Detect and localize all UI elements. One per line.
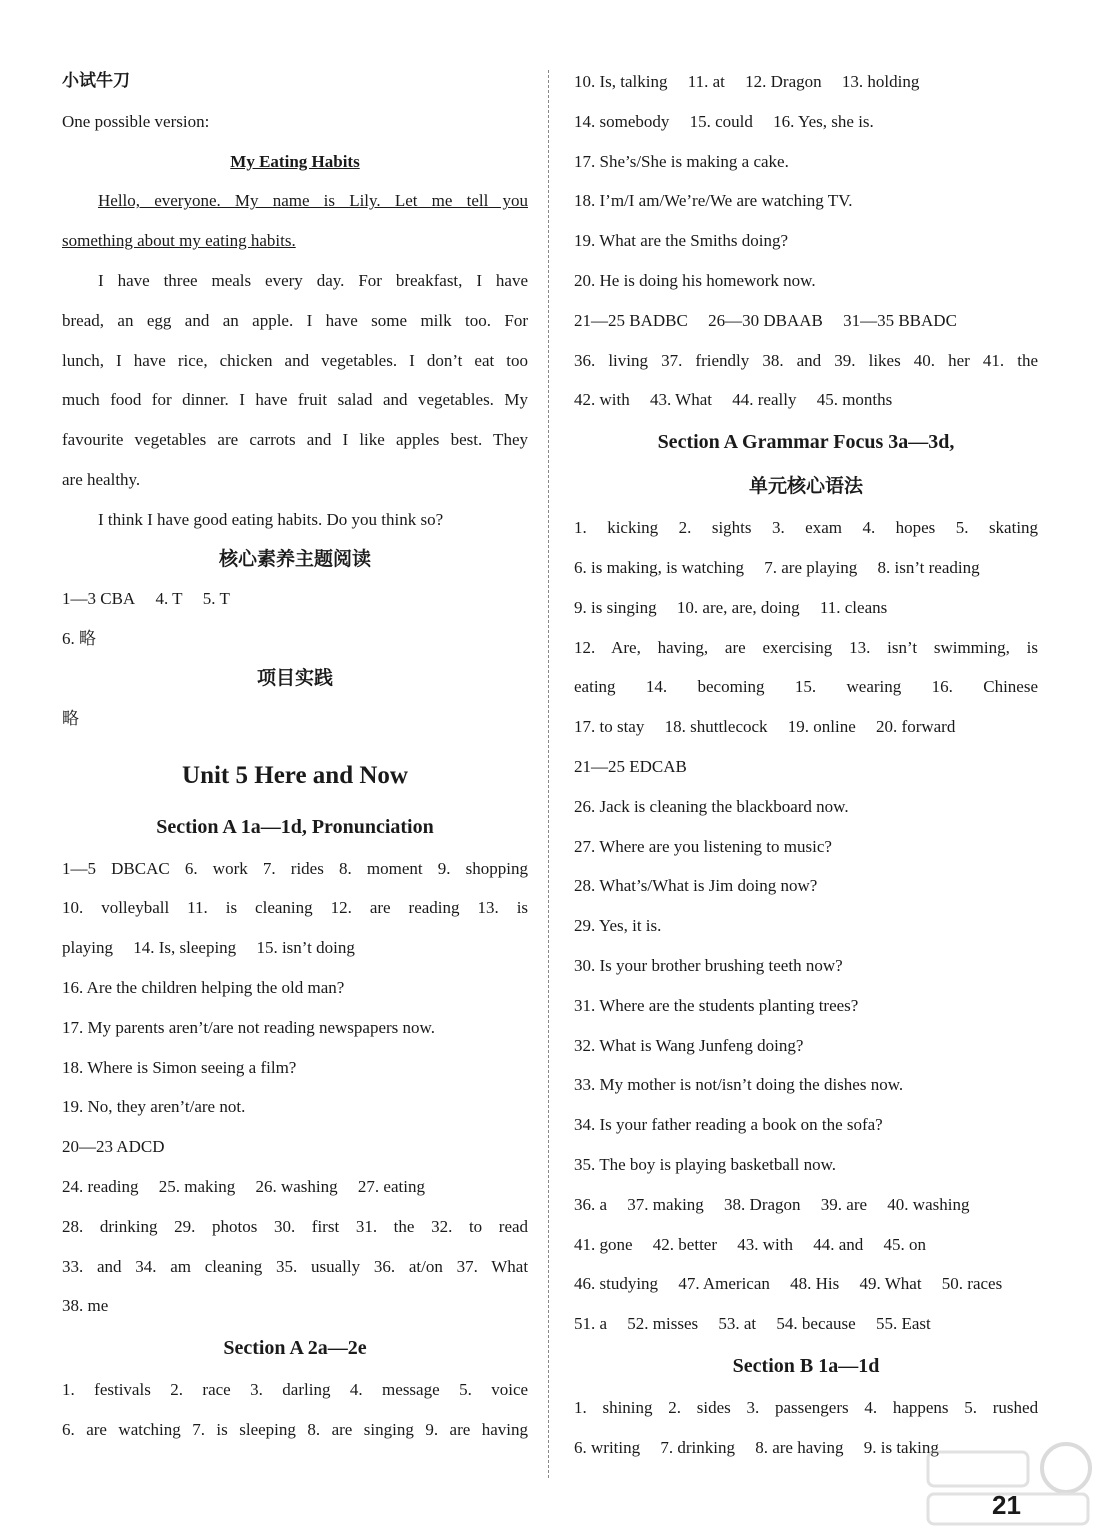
- essay-line: I have three meals every day. For breakfast, I have: [98, 270, 528, 290]
- answer: 1—5 DBCAC: [62, 858, 170, 878]
- answer: 9. are having: [425, 1419, 528, 1439]
- answer: 39. likes: [834, 350, 901, 370]
- answer: 4. happens: [864, 1397, 949, 1417]
- answer-line: 32. What is Wang Junfeng doing?: [574, 1035, 804, 1055]
- page-number: 21: [992, 1490, 1021, 1520]
- answer: 46. studying: [574, 1274, 659, 1294]
- answer: 2. sights: [678, 518, 752, 538]
- answer: 8. moment: [339, 858, 423, 878]
- answer-line: 38. me: [62, 1296, 109, 1316]
- answer-line: 18. I’m/I am/We’re/We are watching TV.: [574, 191, 853, 211]
- answer-line: [574, 1304, 1038, 1344]
- answer: 29. photos: [174, 1216, 258, 1236]
- answer: 5. voice: [459, 1380, 528, 1400]
- answer: 39. are: [820, 1194, 868, 1214]
- version-label: One possible version:: [62, 111, 210, 131]
- answer-line: 28. What’s/What is Jim doing now?: [574, 876, 818, 896]
- answer: 25. making: [158, 1176, 236, 1196]
- answer-line: 33. My mother is not/isn’t doing the dishes now.: [574, 1075, 904, 1095]
- answer: 10. are, are, doing: [676, 597, 800, 617]
- answer: 12. are reading: [330, 898, 460, 918]
- answer-line: [574, 1225, 1038, 1265]
- answer-line: [574, 62, 1038, 102]
- answer: 43. What: [649, 390, 712, 410]
- answer: 4. hopes: [862, 518, 936, 538]
- answer-line: [574, 301, 1038, 341]
- answer: 42. with: [574, 390, 630, 410]
- project-heading: 项目实践: [256, 666, 333, 689]
- answer: 6. work: [184, 858, 248, 878]
- left-column: [62, 62, 528, 1450]
- answer: 27. eating: [357, 1176, 425, 1196]
- answer: 26. washing: [255, 1176, 338, 1196]
- answer: 42. better: [652, 1234, 717, 1254]
- answer: 21—25 BADBC: [574, 310, 688, 330]
- essay-line: something about my eating habits.: [62, 231, 296, 251]
- answer: 37. making: [627, 1194, 704, 1214]
- answer: 38. Dragon: [724, 1194, 801, 1214]
- essay-line: favourite vegetables are carrots and I like apples best. They: [62, 430, 528, 450]
- answer: 11. at: [687, 72, 725, 91]
- answer: 7. rides: [262, 858, 324, 878]
- answer-line: [574, 508, 1038, 548]
- answer: 28. drinking: [62, 1216, 158, 1236]
- answer: 47. American: [678, 1274, 770, 1294]
- answer: 6. is making, is watching: [574, 557, 744, 577]
- answer: 15. could: [689, 111, 753, 131]
- answer: 14. somebody: [574, 111, 670, 131]
- answer-line: [574, 341, 1038, 381]
- answer: 2. sides: [668, 1397, 731, 1417]
- essay-line: I think I have good eating habits. Do you think so?: [98, 509, 444, 529]
- answer: 5. rushed: [964, 1397, 1038, 1417]
- answer: 6. writing: [574, 1437, 641, 1457]
- answer-line: 29. Yes, it is.: [574, 916, 662, 936]
- answer: 18. shuttlecock: [664, 717, 768, 737]
- answer: 7. drinking: [660, 1437, 735, 1457]
- answer: 33. and: [62, 1256, 122, 1276]
- answer: 8. are singing: [307, 1419, 414, 1439]
- answer: playing: [62, 938, 113, 958]
- right-column: [574, 62, 1038, 1468]
- answer: 3. passengers: [746, 1397, 849, 1417]
- answer: 16. Chinese: [931, 677, 1038, 697]
- answer-line: 19. What are the Smiths doing?: [574, 231, 789, 251]
- answer: 32. to read: [431, 1216, 528, 1236]
- answer: 1—3 CBA: [62, 589, 136, 609]
- column-divider: [548, 70, 549, 1478]
- answer: 41. the: [982, 350, 1038, 370]
- answer-line: 略: [62, 708, 79, 728]
- answer: 9. shopping: [437, 858, 528, 878]
- answer: 1. shining: [574, 1397, 653, 1417]
- answer: 5. skating: [955, 518, 1038, 538]
- answer: 14. Is, sleeping: [133, 938, 237, 958]
- answer: 36. at/on: [373, 1256, 443, 1276]
- essay-line: Hello, everyone. My name is Lily. Let me tell you: [98, 191, 528, 211]
- answer: 7. is sleeping: [192, 1419, 296, 1439]
- answer: 43. with: [737, 1234, 793, 1254]
- answer: 37. What: [456, 1256, 528, 1276]
- answer-line: [62, 928, 528, 968]
- practice-heading: 小试牛刀: [62, 71, 130, 91]
- answer-line: [62, 1247, 528, 1287]
- answer: 13. is: [477, 898, 528, 918]
- answer-line: 16. Are the children helping the old man?: [62, 977, 345, 997]
- section-heading: Section B 1a—1d: [732, 1354, 880, 1377]
- answer: 4. T: [155, 589, 183, 609]
- answer: 30. first: [273, 1216, 340, 1236]
- answer-line: 17. My parents aren’t/are not reading newspapers now.: [62, 1017, 435, 1037]
- answer-line: 26. Jack is cleaning the blackboard now.: [574, 796, 849, 816]
- answer: 7. are playing: [764, 557, 858, 577]
- answer: 4. message: [349, 1380, 440, 1400]
- answer: 45. months: [816, 390, 893, 410]
- answer: 36. living: [574, 350, 648, 370]
- answer: 40. washing: [887, 1194, 970, 1214]
- answer: 12. Dragon: [745, 72, 822, 91]
- answer-line: [62, 579, 528, 619]
- answer-line: 21—25 EDCAB: [574, 756, 687, 776]
- answer-line: [62, 1207, 528, 1247]
- answer: 38. and: [762, 350, 822, 370]
- section-subheading: 单元核心语法: [748, 475, 863, 498]
- answer: 44. really: [732, 390, 797, 410]
- answer: 5. T: [202, 589, 230, 609]
- answer: 37. friendly: [661, 350, 750, 370]
- answer: 41. gone: [574, 1234, 633, 1254]
- answer: 44. and: [813, 1234, 864, 1254]
- answer: 36. a: [574, 1194, 608, 1214]
- answer-line: 20—23 ADCD: [62, 1137, 165, 1157]
- answer-line: [62, 849, 528, 889]
- watermark-logo: [918, 1434, 1098, 1530]
- answer: 15. wearing: [794, 677, 902, 697]
- answer-line: 31. Where are the students planting trees?: [574, 995, 859, 1015]
- answer: 34. am cleaning: [135, 1256, 263, 1276]
- answer: 19. online: [787, 717, 856, 737]
- answer-line: 27. Where are you listening to music?: [574, 836, 832, 856]
- answer: 35. usually: [276, 1256, 361, 1276]
- answer-line: [62, 1167, 528, 1207]
- answer: 3. exam: [771, 518, 842, 538]
- section-heading: Section A Grammar Focus 3a—3d,: [657, 431, 955, 454]
- answer: eating: [574, 677, 616, 697]
- answer-line: [62, 1410, 528, 1450]
- answer: 24. reading: [62, 1176, 139, 1196]
- answer-line: 18. Where is Simon seeing a film?: [62, 1057, 297, 1077]
- answer-line: [574, 707, 1038, 747]
- answer: 26—30 DBAAB: [708, 310, 823, 330]
- answer: 11. is cleaning: [187, 898, 313, 918]
- answer-line: 20. He is doing his homework now.: [574, 270, 816, 290]
- answer: 10. volleyball: [62, 898, 170, 918]
- answer: 14. becoming: [645, 677, 765, 697]
- answer-line: 30. Is your brother brushing teeth now?: [574, 955, 843, 975]
- answer-line: [574, 1264, 1038, 1304]
- answer: 10. Is, talking: [574, 72, 668, 91]
- answer-line: [574, 667, 1038, 707]
- answer: 53. at: [718, 1314, 757, 1334]
- answer-line: [574, 628, 1038, 668]
- answer-line: 34. Is your father reading a book on the sofa?: [574, 1115, 883, 1135]
- essay-line: much food for dinner. I have fruit salad and vegetables. My: [62, 390, 528, 410]
- answer: 40. her: [913, 350, 970, 370]
- answer: 2. race: [170, 1380, 231, 1400]
- answer: 50. races: [941, 1274, 1003, 1294]
- answer: 52. misses: [627, 1314, 699, 1334]
- answer-line: [574, 102, 1038, 142]
- answer: 8. are having: [755, 1437, 844, 1457]
- answer-line: [574, 1388, 1038, 1428]
- answer-line: [574, 588, 1038, 628]
- answer: 13. isn’t swimming, is: [849, 637, 1038, 657]
- core-reading-heading: 核心素养主题阅读: [218, 547, 371, 570]
- essay-title: My Eating Habits: [230, 151, 360, 171]
- answer: 20. forward: [876, 717, 956, 737]
- answer: 31—35 BBADC: [843, 310, 957, 330]
- answer: 1. festivals: [62, 1380, 151, 1400]
- answer: 9. is singing: [574, 597, 657, 617]
- answer-line: 6. 略: [62, 629, 96, 649]
- section-heading: Section A 1a—1d, Pronunciation: [156, 815, 434, 838]
- answer: 13. holding: [841, 72, 920, 91]
- answer: 8. isn’t reading: [877, 557, 980, 577]
- answer: 1. kicking: [574, 518, 659, 538]
- answer-line: [62, 888, 528, 928]
- answer: 3. darling: [250, 1380, 331, 1400]
- answer: 16. Yes, she is.: [773, 111, 874, 131]
- section-heading: Section A 2a—2e: [223, 1337, 367, 1360]
- answer: 15. isn’t doing: [256, 938, 355, 958]
- unit-title: Unit 5 Here and Now: [182, 761, 408, 789]
- answer-line: [574, 380, 1038, 420]
- answer: 17. to stay: [574, 717, 645, 737]
- answer: 9. is taking: [863, 1437, 939, 1457]
- answer-line: 35. The boy is playing basketball now.: [574, 1154, 837, 1174]
- answer: 54. because: [776, 1314, 856, 1334]
- essay-line: bread, an egg and an apple. I have some milk too. For: [62, 310, 528, 330]
- answer: 45. on: [883, 1234, 927, 1254]
- answer-line: [574, 1185, 1038, 1225]
- answer-line: 17. She’s/She is making a cake.: [574, 151, 789, 171]
- answer: 11. cleans: [819, 597, 888, 617]
- answer: 55. East: [875, 1314, 931, 1334]
- essay-line: lunch, I have rice, chicken and vegetables. I don’t eat too: [62, 350, 528, 370]
- answer: 49. What: [859, 1274, 922, 1294]
- answer: 6. are watching: [62, 1419, 181, 1439]
- answer: 48. His: [790, 1274, 840, 1294]
- answer: 12. Are, having, are exercising: [574, 637, 833, 657]
- answer: 51. a: [574, 1314, 608, 1334]
- essay-line: are healthy.: [62, 469, 141, 489]
- answer-line: [62, 1370, 528, 1410]
- answer-line: 19. No, they aren’t/are not.: [62, 1097, 246, 1117]
- answer-line: [574, 548, 1038, 588]
- answer: 31. the: [355, 1216, 415, 1236]
